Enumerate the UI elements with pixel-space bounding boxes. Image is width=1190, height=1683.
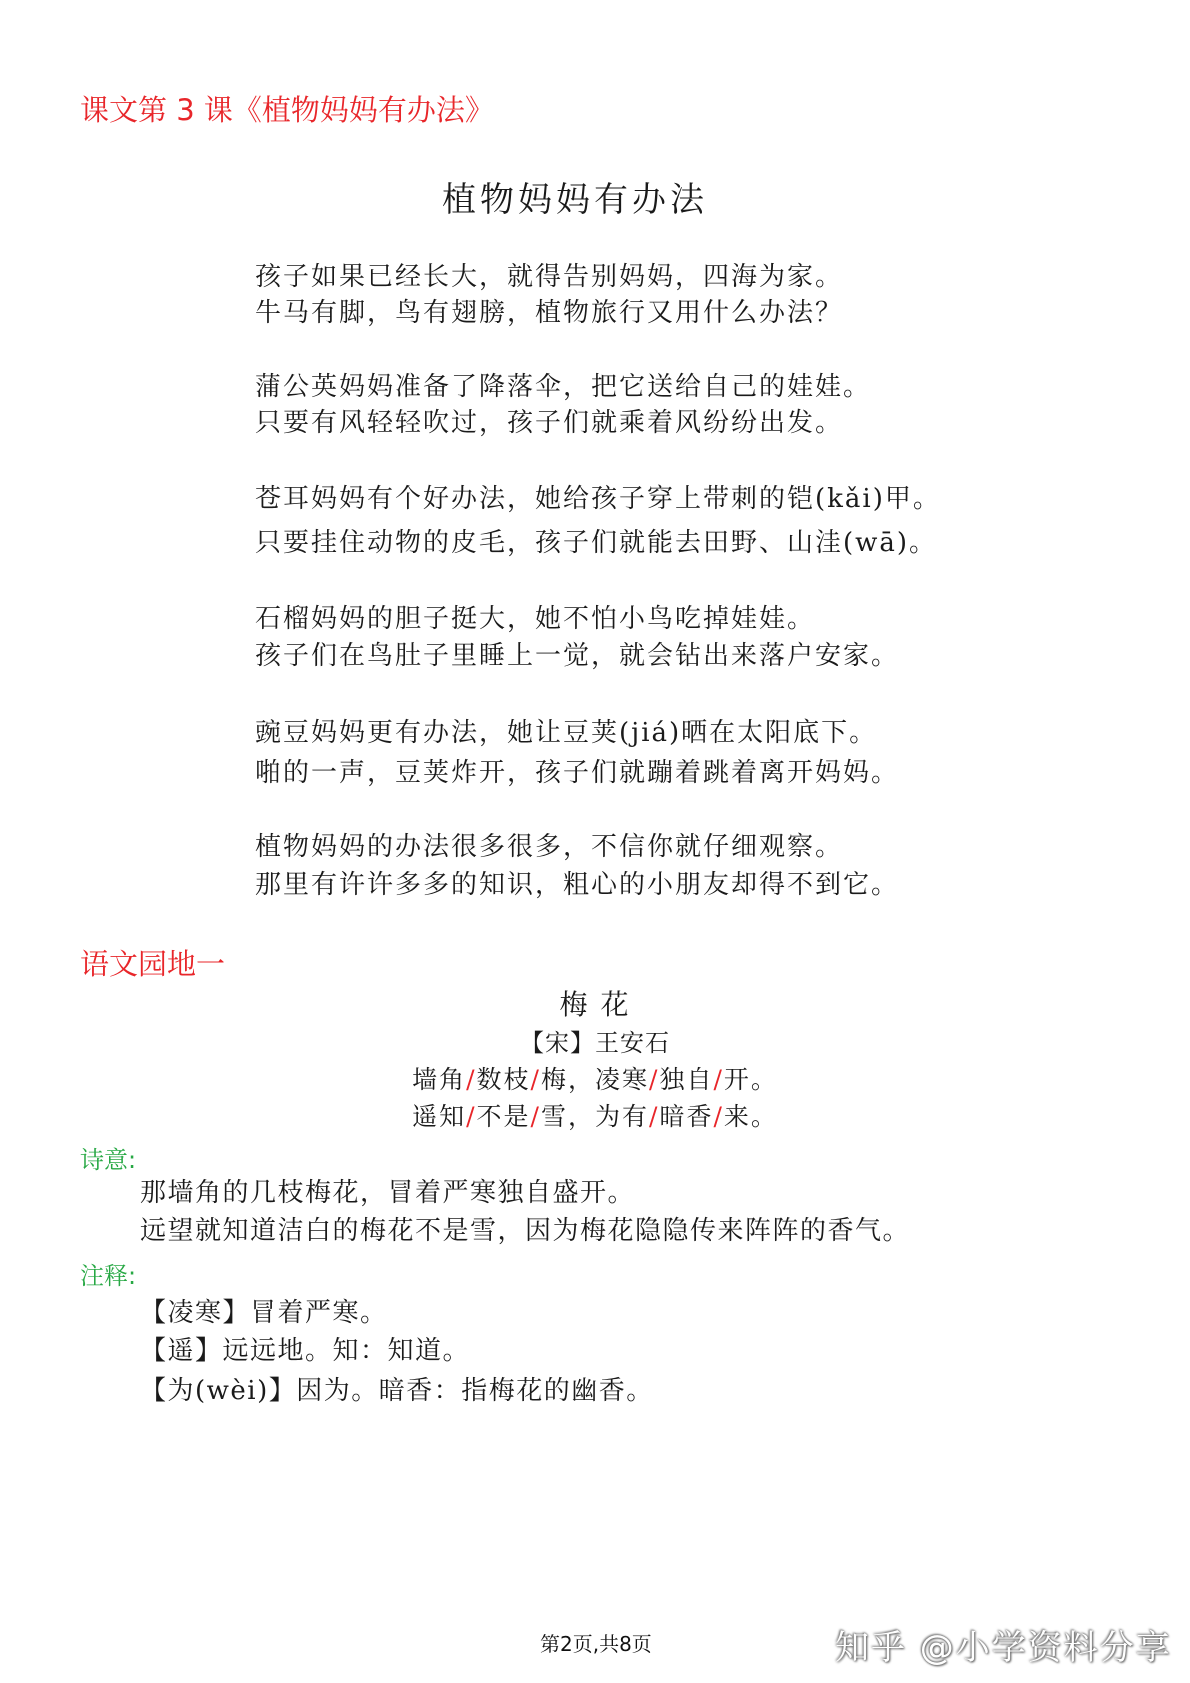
- text-line: 孩子如果已经长大，就得告别妈妈，四海为家。: [255, 262, 844, 292]
- poem-line-2: [0, 1097, 1190, 1133]
- section-heading-lesson3: 课文第 3 课《植物妈妈有办法》: [80, 93, 494, 127]
- pause-mark: /: [713, 1102, 724, 1131]
- pause-mark: /: [466, 1065, 477, 1094]
- meaning-label: 诗意:: [80, 1146, 137, 1174]
- note-line: 【凌寒】冒着严寒。: [140, 1298, 388, 1328]
- poem-segment: 不是: [476, 1102, 531, 1131]
- text-line: 石榴妈妈的胆子挺大，她不怕小鸟吃掉娃娃。: [255, 604, 816, 634]
- section-heading-garden: 语文园地一: [80, 947, 226, 981]
- text-line: 蒲公英妈妈准备了降落伞，把它送给自己的娃娃。: [255, 372, 872, 402]
- watermark: 知乎 @小学资料分享: [835, 1628, 1172, 1668]
- note-line: 【遥】远远地。知：知道。: [140, 1336, 471, 1366]
- text-line: 孩子们在鸟肚子里睡上一觉，就会钻出来落户安家。: [255, 641, 900, 671]
- text-line: 豌豆妈妈更有办法，她让豆荚(jiá)晒在太阳底下。: [255, 718, 878, 748]
- meaning-line: 那墙角的几枝梅花，冒着严寒独自盛开。: [140, 1178, 636, 1208]
- text-line: 只要挂住动物的皮毛，孩子们就能去田野、山洼(wā)。: [255, 528, 938, 558]
- poem-segment: 数枝: [476, 1065, 531, 1094]
- text-line: 只要有风轻轻吹过，孩子们就乘着风纷纷出发。: [255, 408, 844, 438]
- note-line: 【为(wèi)】因为。暗香：指梅花的幽香。: [140, 1376, 654, 1406]
- poem-segment: 梅，凌寒: [540, 1065, 649, 1094]
- text-line: 牛马有脚，鸟有翅膀，植物旅行又用什么办法？: [255, 298, 844, 328]
- poem-segment: 墙角: [412, 1065, 467, 1094]
- poem-segment: 独自: [659, 1065, 714, 1094]
- poem-segment: 雪，为有: [540, 1102, 649, 1131]
- pause-mark: /: [530, 1065, 541, 1094]
- pause-mark: /: [466, 1102, 477, 1131]
- pause-mark: /: [649, 1065, 660, 1094]
- pause-mark: /: [649, 1102, 660, 1131]
- poem-title: 梅 花: [559, 988, 631, 1021]
- pause-mark: /: [530, 1102, 541, 1131]
- text-line: 啪的一声，豆荚炸开，孩子们就蹦着跳着离开妈妈。: [255, 758, 900, 788]
- meaning-line: 远望就知道洁白的梅花不是雪，因为梅花隐隐传来阵阵的香气。: [140, 1216, 911, 1246]
- pause-mark: /: [713, 1065, 724, 1094]
- poem-segment: 开。: [723, 1065, 778, 1094]
- notes-label: 注释:: [80, 1262, 137, 1290]
- text-line: 那里有许许多多的知识，粗心的小朋友却得不到它。: [255, 870, 900, 900]
- poem-author: 【宋】王安石: [520, 1029, 670, 1057]
- poem-segment: 暗香: [659, 1102, 714, 1131]
- poem-segment: 来。: [723, 1102, 778, 1131]
- poem-segment: 遥知: [412, 1102, 467, 1131]
- text-line: 植物妈妈的办法很多很多，不信你就仔细观察。: [255, 832, 844, 862]
- text-line: 苍耳妈妈有个好办法，她给孩子穿上带刺的铠(kǎi)甲。: [255, 484, 941, 514]
- poem-line-1: [0, 1060, 1190, 1096]
- text-title: 植物妈妈有办法: [442, 180, 708, 220]
- page-number: 第2页,共8页: [540, 1632, 652, 1656]
